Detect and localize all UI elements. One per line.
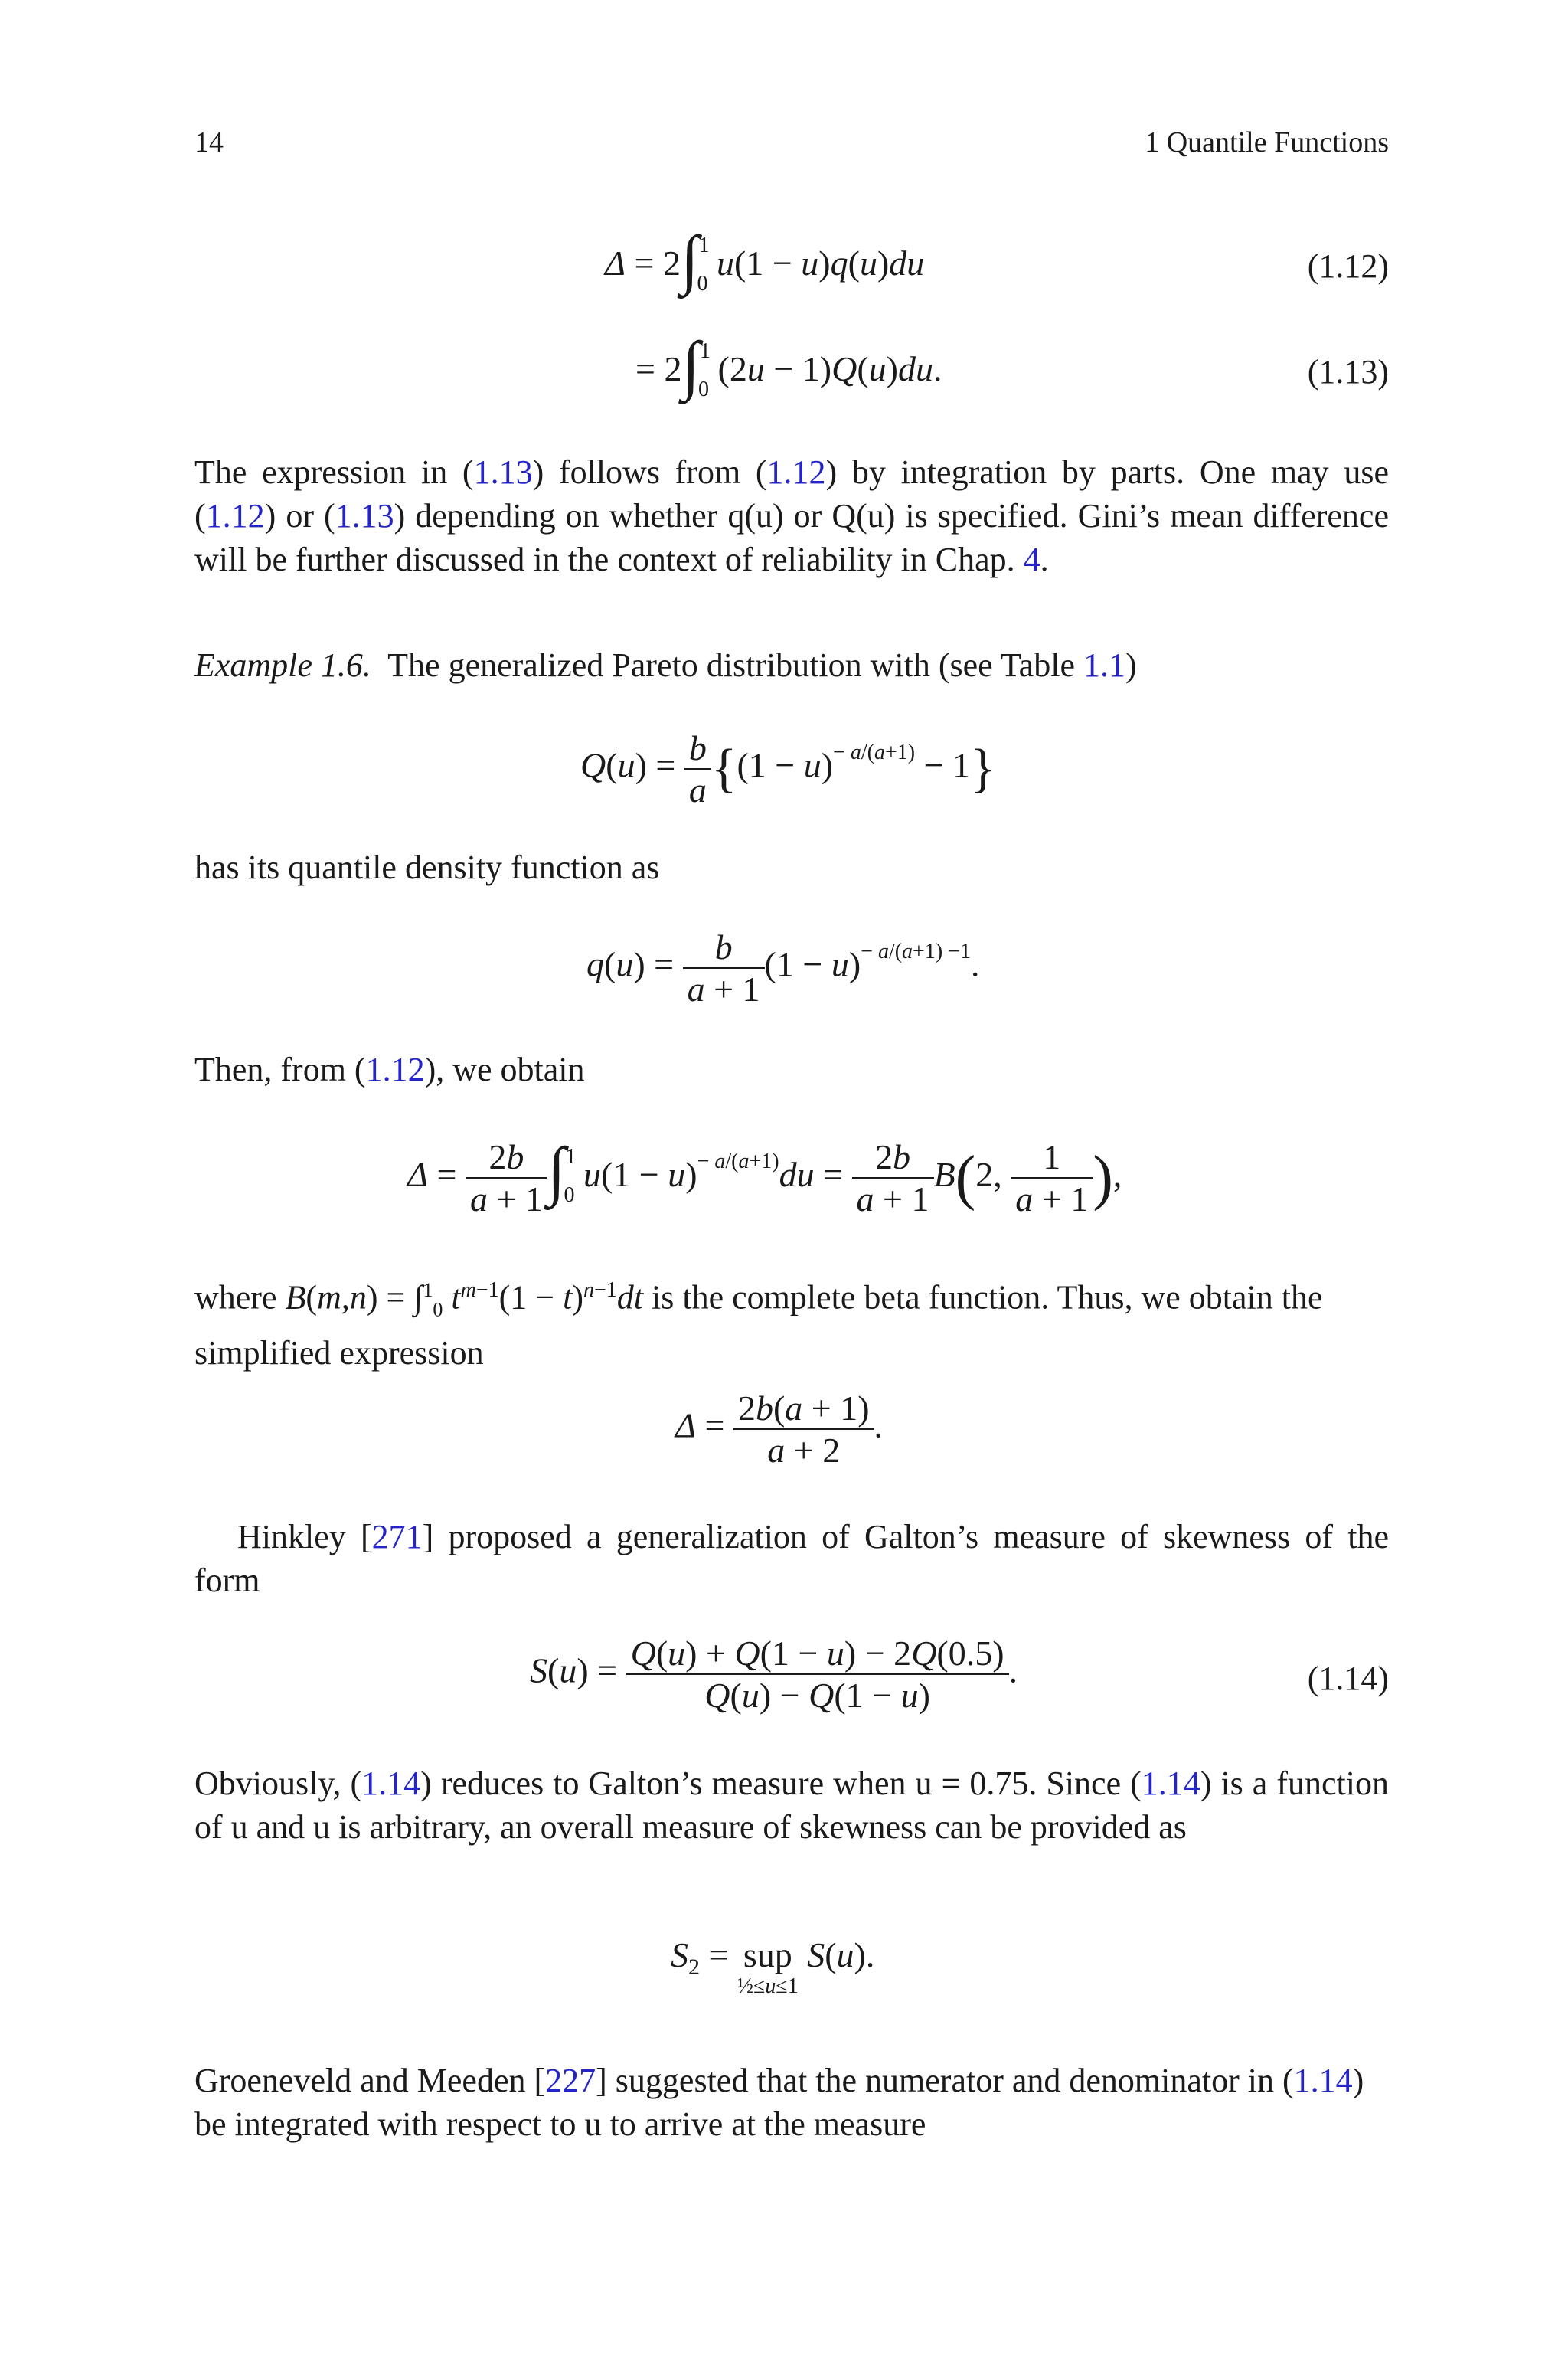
equation-link[interactable]: 1.12 xyxy=(205,497,265,535)
equation-link[interactable]: 1.14 xyxy=(1141,1765,1200,1802)
paragraph: Obviously, (1.14) reduces to Galton’s measure when u = 0.75. Since (1.14) is a function of u and u is arbitrary, an overall measure of skewness can be provided as xyxy=(194,1765,1389,1846)
equation-link[interactable]: 1.14 xyxy=(1293,2062,1353,2099)
paragraph: Hinkley [271] proposed a generalization of Galton’s measure of skewness of the form xyxy=(194,1518,1390,1599)
equation-pareto-quantile: Q(u) = $\frac{b}{a}$ $\{(1 - u)^{- a/(a+1)} - 1\}$ xyxy=(580,728,996,810)
page-number: 14 xyxy=(194,126,224,159)
example-label: Example 1.6. xyxy=(194,646,371,684)
paragraph: has its quantile density function as xyxy=(194,849,660,886)
equation-1-13: = 2∫$^1_0$ (2u − 1)Q(u)du. xyxy=(635,328,942,401)
paragraph: Groeneveld and Meeden [227] suggested that the numerator and denominator in (1.14) be integrated with respect to u to arrive at the measure xyxy=(194,2062,1364,2143)
citation-link[interactable]: 227 xyxy=(545,2062,596,2099)
equation-1-14: S(u) = $\frac{Q(u) + Q(1 - u) - 2Q(0.5)}{Q(u) - Q(1 - u)}$ . xyxy=(530,1634,1018,1715)
equation-delta-simplified: Δ = $\frac{2b(a + 1)}{a + 2}$ . xyxy=(675,1389,884,1470)
equation-delta-integral: Δ = $\frac{2b}{a + 1}$ ∫$^1_0$ $u(1 - u)^{- a/(a+1)}du$ = $\frac{2b}{a + 1}$ B(2, $\frac{1}{a + 1}$ ), xyxy=(407,1133,1122,1219)
equation-s2: $S_2$ = sup ½≤u≤1 S(u). xyxy=(671,1935,875,1998)
paragraph: Then, from (1.12), we obtain xyxy=(194,1051,585,1088)
equation-link[interactable]: 1.12 xyxy=(766,453,826,491)
example-heading: Example 1.6. The generalized Pareto distribution with (see Table 1.1) xyxy=(194,646,1137,684)
equation-quantile-density: q(u) = $\frac{b}{a + 1}$ $(1 - u)^{- a/(a+1) -1}$. xyxy=(586,927,980,1009)
citation-link[interactable]: 271 xyxy=(371,1518,423,1555)
table-link[interactable]: 1.1 xyxy=(1083,646,1125,684)
equation-link[interactable]: 1.14 xyxy=(361,1765,421,1802)
running-head: 1 Quantile Functions xyxy=(1145,126,1389,159)
chapter-link[interactable]: 4 xyxy=(1023,541,1040,578)
equation-link[interactable]: 1.13 xyxy=(335,497,394,535)
equation-link[interactable]: 1.13 xyxy=(473,453,533,491)
paragraph: where B(m,n) = ∫$^1_0$ $t^{m-1}(1 - t)^{n-1}dt$ is the complete beta function. Thus, we obtain the simplified expression xyxy=(194,1278,1323,1372)
equation-number: (1.13) xyxy=(1307,353,1389,391)
equation-number: (1.14) xyxy=(1307,1660,1389,1697)
equation-number: (1.12) xyxy=(1307,247,1389,285)
equation-1-12: Δ = 2∫$^1_0$ u(1 − u)q(u)du xyxy=(605,222,925,296)
equation-link[interactable]: 1.12 xyxy=(365,1051,425,1088)
paragraph: The expression in (1.13) follows from (1.12) by integration by parts. One may use (1.12) or (1.13) depending on whether q(u) or Q(u) is specified. Gini’s mean difference will be further discussed in the context of reliability in Chap. 4. xyxy=(194,453,1389,578)
